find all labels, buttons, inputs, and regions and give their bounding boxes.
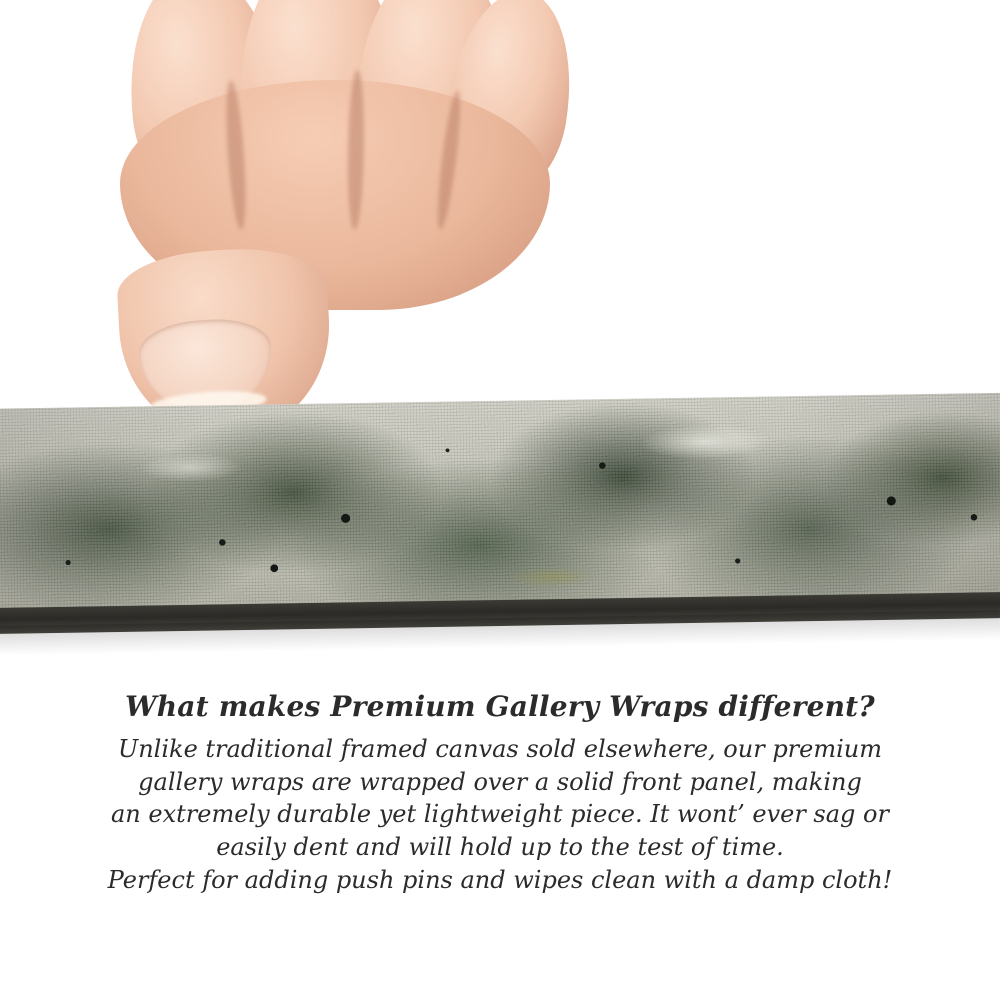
caption-heading: What makes Premium Gallery Wraps different?	[125, 690, 875, 723]
caption-body	[0, 733, 1000, 896]
caption-line: easily dent and will hold up to the test of time.	[216, 832, 784, 861]
thumbnail-shape	[137, 316, 275, 417]
caption-block	[0, 690, 1000, 896]
caption-line: Unlike traditional framed canvas sold elsewhere, our premium	[117, 735, 882, 763]
caption-line: an extremely durable yet lightweight piece. It wont’ ever sag or	[111, 800, 889, 829]
caption-line: Perfect for adding push pins and wipes clean with a damp cloth!	[107, 865, 893, 894]
caption-line: gallery wraps are wrapped over a solid front panel, making	[138, 767, 862, 796]
